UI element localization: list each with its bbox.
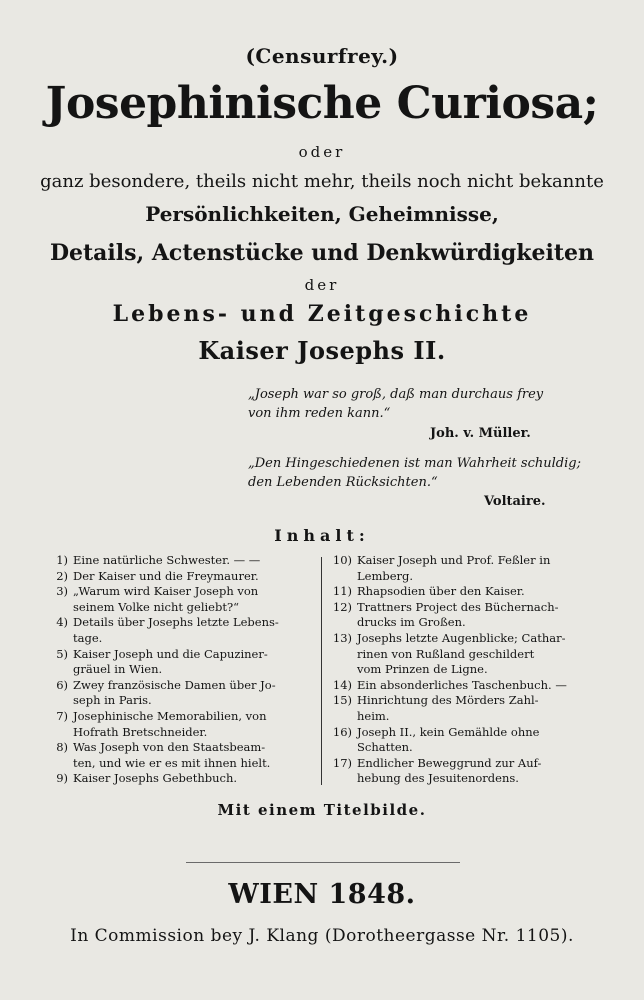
item-number: 8) <box>56 740 68 755</box>
item-number: 10) <box>332 553 352 567</box>
censorship-note: (Censurfrey.) <box>245 44 399 68</box>
epigraph-author: Joh. v. Müller. <box>430 426 531 441</box>
item-text: Kaiser Josephs Gebethbuch. <box>73 771 238 786</box>
divider-rule <box>186 862 460 863</box>
item-text: Joseph II., kein Gemählde ohne Schatten. <box>357 724 540 755</box>
item-number: 1) <box>56 553 68 567</box>
subtitle-line-3: Details, Actenstücke und Denkwürdigkeiten <box>49 240 595 266</box>
item-number: 16) <box>332 724 352 739</box>
epigraph-quote <box>248 385 588 423</box>
contents-item <box>50 771 312 787</box>
item-number: 12) <box>332 599 352 614</box>
quote-text: „Den Hingeschiedenen ist man Wahrheit schuldig; den Lebenden Rücksichten.“ <box>248 456 581 490</box>
item-text: Josephinische Memorabilien, von Hofrath Bretschneider. <box>73 708 267 739</box>
contents-left-column <box>50 553 312 787</box>
item-number: 5) <box>56 646 68 661</box>
contents-item <box>50 647 312 678</box>
imprint-place-year: WIEN 1848. <box>228 879 416 910</box>
item-text: „Warum wird Kaiser Joseph von seinem Volke nicht geliebt?“ <box>73 584 259 614</box>
contents-item <box>330 631 585 678</box>
subtitle-line-4: Lebens- und Zeitgeschichte <box>112 301 532 327</box>
item-text: Ein absonderliches Taschenbuch. — <box>357 677 567 692</box>
contents-item <box>330 600 585 631</box>
epigraph-author: Voltaire. <box>484 494 546 509</box>
frontispiece-note: Mit einem Titelbilde. <box>217 801 427 819</box>
contents-item <box>50 740 312 771</box>
imprint-publisher: In Commission bey J. Klang (Dorotheergasse Nr. 1105). <box>70 926 574 946</box>
contents-heading: Inhalt: <box>274 526 370 545</box>
subtitle-der: der <box>304 276 340 294</box>
book-title: Josephinische Curiosa; <box>45 78 599 129</box>
contents-item <box>330 678 585 694</box>
item-text: Details über Josephs letzte Lebens- tage. <box>73 615 279 645</box>
contents-item <box>50 678 312 709</box>
item-number: 15) <box>332 693 352 708</box>
item-number: 3) <box>56 584 68 599</box>
item-number: 6) <box>56 677 68 692</box>
subtitle-line-5: Kaiser Josephs II. <box>198 336 446 365</box>
subtitle-line-2: Persönlichkeiten, Geheimnisse, <box>145 202 499 226</box>
item-text: Zwey französische Damen über Jo- seph in Paris. <box>73 677 276 708</box>
item-number: 7) <box>56 708 68 723</box>
subtitle-oder: oder <box>298 143 346 161</box>
contents-right-column <box>330 553 585 787</box>
item-text: Kaiser Joseph und Prof. Feßler in Lemberg. <box>357 553 551 583</box>
contents-item <box>330 756 585 787</box>
item-text: Rhapsodien über den Kaiser. <box>357 584 525 599</box>
quote-text: „Joseph war so groß, daß man durchaus frey von ihm reden kann.“ <box>248 387 544 421</box>
item-text: Josephs letzte Augenblicke; Cathar- rinen von Rußland geschildert vom Prinzen de Ligne. <box>357 630 566 677</box>
contents-item <box>50 584 312 615</box>
item-text: Der Kaiser und die Freymaurer. <box>73 568 259 583</box>
contents-item <box>50 615 312 646</box>
item-text: Kaiser Joseph und die Capuziner- gräuel in Wien. <box>73 646 268 677</box>
column-divider <box>321 557 322 785</box>
contents-item <box>330 553 585 584</box>
contents-item <box>50 569 312 585</box>
item-text: Eine natürliche Schwester. — — <box>73 553 261 567</box>
item-text: Endlicher Beweggrund zur Auf- hebung des Jesuitenordens. <box>357 755 542 786</box>
item-number: 9) <box>56 771 68 786</box>
item-number: 13) <box>332 630 352 645</box>
item-number: 14) <box>332 677 352 692</box>
contents-item <box>50 709 312 740</box>
contents-item <box>50 553 312 569</box>
contents-item <box>330 584 585 600</box>
item-number: 17) <box>332 755 352 770</box>
item-text: Trattners Project des Büchernach- drucks im Großen. <box>357 599 559 630</box>
contents-item <box>330 693 585 724</box>
subtitle-line-1: ganz besondere, theils nicht mehr, theils noch nicht bekannte <box>40 171 604 192</box>
item-text: Was Joseph von den Staatsbeam- ten, und wie er es mit ihnen hielt. <box>73 740 271 770</box>
contents-item <box>330 725 585 756</box>
item-text: Hinrichtung des Mörders Zahl- heim. <box>357 693 539 723</box>
epigraph-quote <box>248 454 588 492</box>
item-number: 4) <box>56 615 68 630</box>
item-number: 2) <box>56 568 68 583</box>
item-number: 11) <box>332 584 352 599</box>
